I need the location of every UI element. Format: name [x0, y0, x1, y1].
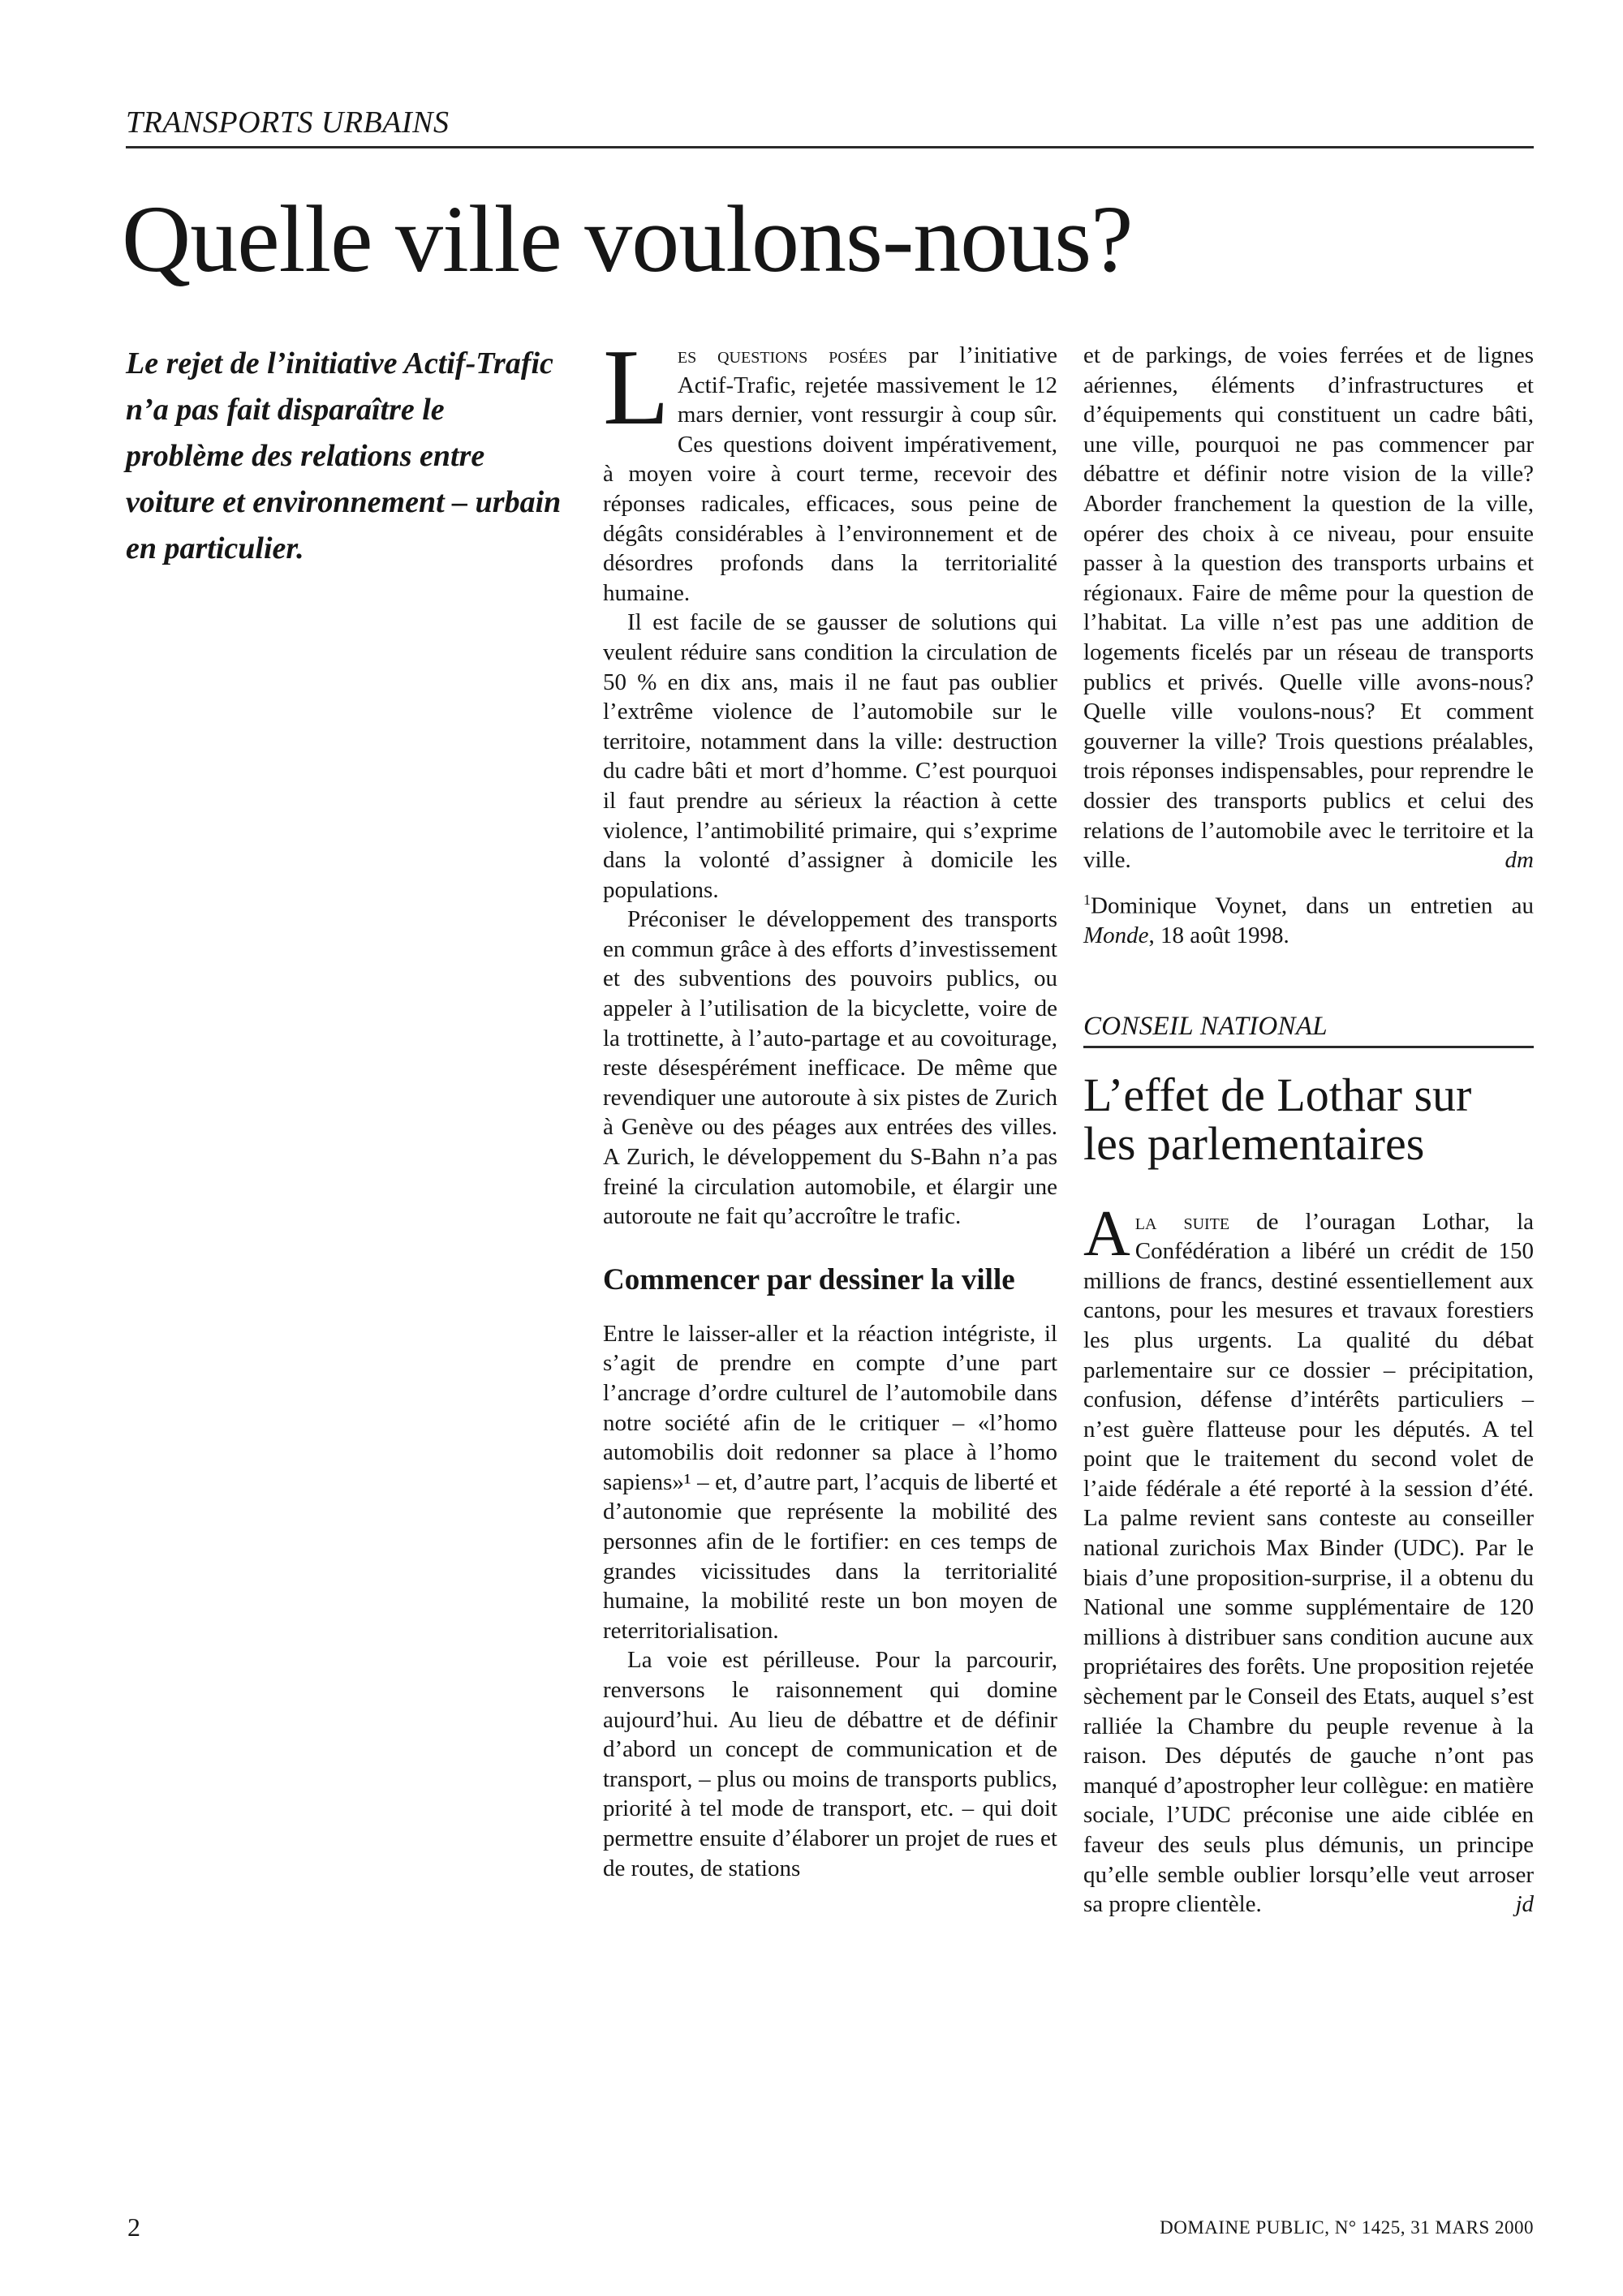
- section-rubric: TRANSPORTS URBAINS: [126, 104, 1534, 148]
- article-paragraph-1: [603, 327, 1057, 608]
- article-paragraph-3: Préconiser le développement des transports en commun grâce à des efforts d’investissement et des subventions des pouvoirs publics, ou appeler à l’utilisation de la bicyclette, voire de la trottinette, à l’auto-partage et au covoiturage, reste désespérément inefficace. De même que revendiquer une autoroute à six pistes de Zurich à Genève ou des péages aux entrées des villes. A Zurich, le développement du S-Bahn n’a pas freiné la circulation automobile, et élargir une autoroute ne fait qu’accroître le trafic.: [603, 906, 1057, 1230]
- author-signature-2: jd: [1515, 1891, 1534, 1918]
- article-paragraph-5-continued: [1083, 341, 1534, 875]
- article2-paragraph: [1083, 1197, 1534, 1920]
- article-title: Quelle ville voulons-nous?: [122, 186, 1133, 292]
- column-middle: [603, 327, 1057, 1883]
- paragraph-text: et de parkings, de voies ferrées et de lignes aériennes, éléments d’infrastructures et d’équipements qui constituent un cadre bâti, une ville, pourquoi ne pas commencer par débattre et définir notre vision de la ville? Aborder franchement la question de la ville, opérer des choix à ce niveau, pour ensuite passer à la question des transports urbains et régionaux. Faire de même pour la question de l’habitat. La ville n’est pas une addition de logements ficelés par un réseau de transports publics et privés. Quelle ville avons-nous? Quelle ville voulons-nous? Et comment gouverner la ville? Trois questions préalables, trois réponses indispensables, pour reprendre le dossier des transports publics et celui des relations de l’automobile avec le territoire et la ville.: [1083, 342, 1534, 874]
- article-paragraph-5: La voie est périlleuse. Pour la parcourir, renversons le raisonnement qui domine aujourd’hui. Au lieu de débattre et de définir d’abord un concept de communication et de transport, – plus ou moins de transports publics, priorité à tel mode de transport, etc. – qui doit permettre ensuite d’élaborer un projet de rues et de routes, de stations: [603, 1647, 1057, 1881]
- drop-cap: L: [603, 327, 669, 447]
- publication-footer: DOMAINE PUBLIC, N° 1425, 31 MARS 2000: [1160, 2217, 1534, 2238]
- article-lead: Le rejet de l’initiative Actif-Trafic n’a pas fait disparaître le problème des relations entre voiture et environnement – urbain en particulier.: [126, 346, 562, 565]
- opening-smallcaps: es questions posées: [677, 342, 888, 368]
- column-right: [1083, 341, 1534, 1920]
- footnote-mark: 1: [1083, 891, 1091, 908]
- author-signature: dm: [1505, 847, 1534, 874]
- paragraph-text: de l’ouragan Lothar, la Confédération a libéré un crédit de 150 millions de francs, destiné essentiellement aux cantons, pour les mesures et travaux forestiers les plus urgents. La qualité du débat parlementaire sur ce dossier – précipitation, confusion, défense d’intérêts particuliers – n’est guère flatteuse pour les députés. A tel point que le traitement du second volet de l’aide fédérale a été reporté à la session d’été. La palme revient sans conteste au conseiller national zurichois Max Binder (UDC). Par le biais d’une proposition-surprise, il a obtenu du National une somme supplémentaire de 120 millions à distribuer sans condition aucune aux propriétaires des forêts. Une proposition rejetée sèchement par le Conseil des Etats, auquel s’est ralliée la Chambre du peuple revenue à la raison. Des députés de gauche n’ont pas manqué d’apostropher leur collègue: en matière sociale, l’UDC préconise une aide ciblée en faveur des seuls plus démunis, un principe qu’elle semble oublier lorsqu’elle veut arroser sa propre clientèle.: [1083, 1208, 1534, 1918]
- article-subheading: Commencer par dessiner la ville: [603, 1262, 1015, 1296]
- footnote: [1083, 885, 1534, 951]
- section-rubric-2: CONSEIL NATIONAL: [1083, 1009, 1534, 1048]
- footnote-end: , 18 août 1998.: [1148, 922, 1289, 948]
- article-title-2: L’effet de Lothar sur les parlementaires: [1083, 1068, 1472, 1170]
- footnote-text: Dominique Voynet, dans un entretien au: [1091, 892, 1534, 919]
- paragraph-text: par l’initiative Actif-Trafic, rejetée massivement le 12 mars dernier, vont ressurgir à coup sûr. Ces questions doivent impérativement, à moyen voire à court terme, recevoir des réponses radicales, efficaces, sous peine de dégâts considérables à l’environnement et de désordres profonds dans la territorialité humaine.: [603, 342, 1057, 606]
- article-paragraph-2: Il est facile de se gausser de solutions qui veulent réduire sans condition la circulation de 50 % en dix ans, mais il ne faut pas oublier l’extrême violence de l’automobile sur le territoire, notamment dans la ville: destruction du cadre bâti et mort d’homme. C’est pourquoi il faut prendre au sérieux la réaction à cette violence, l’antimobilité primaire, qui s’exprime dans la volonté d’assigner à domicile les populations.: [603, 609, 1057, 903]
- footnote-italic: Monde: [1083, 922, 1149, 948]
- article-paragraph-4: Entre le laisser-aller et la réaction intégriste, il s’agit de prendre en compte d’une part l’ancrage d’ordre culturel de l’automobile dans notre société afin de le critiquer – «l’homo automobilis doit redonner sa place à l’homo sapiens»¹ – et, d’autre part, l’acquis de liberté et d’autonomie que représente la mobilité des personnes afin de le fortifier: en ces temps de grandes vicissitudes dans la territorialité humaine, la mobilité reste un bon moyen de reterritorialisation.: [603, 1320, 1057, 1644]
- drop-cap-2: A: [1083, 1197, 1130, 1270]
- page-number: 2: [127, 2212, 140, 2242]
- opening-smallcaps-2: la suite: [1134, 1208, 1230, 1235]
